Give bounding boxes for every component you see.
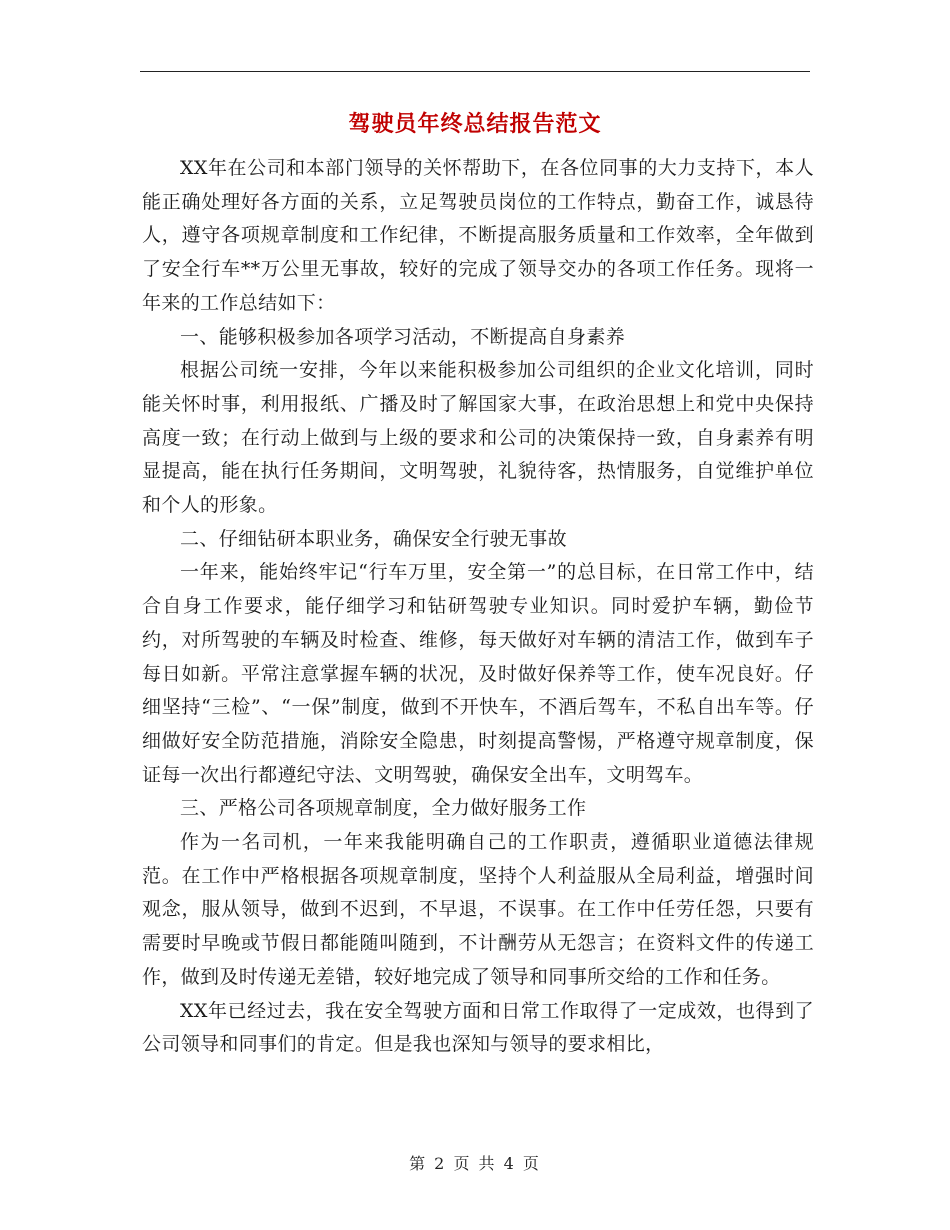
paragraph-closing: XX年已经过去，我在安全驾驶方面和日常工作取得了一定成效，也得到了公司领导和同事们的肯定。但是我也深知与领导的要求相比， <box>142 999 814 1056</box>
header-rule <box>140 71 810 72</box>
document-body <box>142 152 814 1062</box>
paragraph-section-1: 根据公司统一安排，今年以来能积极参加公司组织的企业文化培训，同时能关怀时事，利用报纸、广播及时了解国家大事，在政治思想上和党中央保持高度一致；在行动上做到与上级的要求和公司的决策保持一致，自身素养有明显提高，能在执行任务期间，文明驾驶，礼貌待客，热情服务，自觉维护单位和个人的形象。 <box>142 359 814 517</box>
paragraph-section-2: 一年来，能始终牢记“行车万里，安全第一”的总目标，在日常工作中，结合自身工作要求，能仔细学习和钻研驾驶专业知识。同时爱护车辆，勤俭节约，对所驾驶的车辆及时检查、维修，每天做好对车辆的清洁工作，做到车子每日如新。平常注意掌握车辆的状况，及时做好保养等工作，使车况良好。仔细坚持“三检”、“一保”制度，做到不开快车，不酒后驾车，不私自出车等。仔细做好安全防范措施，消除安全隐患，时刻提高警惕，严格遵守规章制度，保证每一次出行都遵纪守法、文明驾驶，确保安全出车，文明驾车。 <box>142 561 814 786</box>
section-heading-3: 三、严格公司各项规章制度，全力做好服务工作 <box>180 797 587 820</box>
section-heading-1: 一、能够积极参加各项学习活动，不断提高自身素养 <box>180 325 626 348</box>
section-heading-2: 二、仔细钻研本职业务，确保安全行驶无事故 <box>180 527 568 550</box>
page-footer: 第 2 页 共 4 页 <box>409 1154 541 1173</box>
document-title: 驾驶员年终总结报告范文 <box>348 111 602 137</box>
paragraph-section-3: 作为一名司机，一年来我能明确自己的工作职责，遵循职业道德法律规范。在工作中严格根据各项规章制度，坚持个人利益服从全局利益，增强时间观念，服从领导，做到不迟到，不早退，不误事。在工作中任劳任怨，只要有需要时早晚或节假日都能随叫随到，不计酬劳从无怨言；在资料文件的传递工作，做到及时传递无差错，较好地完成了领导和同事所交给的工作和任务。 <box>142 831 814 988</box>
paragraph-intro: XX年在公司和本部门领导的关怀帮助下，在各位同事的大力支持下，本人能正确处理好各方面的关系，立足驾驶员岗位的工作特点，勤奋工作，诚恳待人，遵守各项规章制度和工作纪律，不断提高服务质量和工作效率，全年做到了安全行车**万公里无事故，较好的完成了领导交办的各项工作任务。现将一年来的工作总结如下： <box>142 157 814 314</box>
